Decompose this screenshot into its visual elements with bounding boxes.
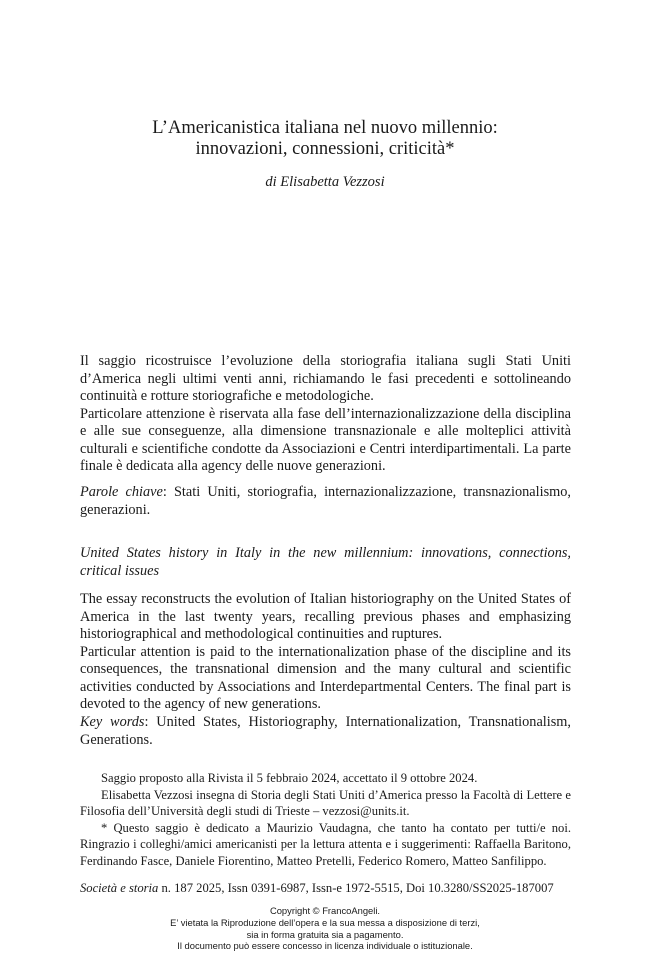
keywords-english: [80, 714, 571, 749]
abstract-it-paragraph-2: Particolare attenzione è riservata alla fase dell’internazionalizzazione della disciplina e alle sue conseguenze, alla dimensione transnazionale e alle molteplici attività culturali e scientifiche condotte da Associazioni e Centri interdipartimentali. La parte finale è dedicata alla agency delle nuove generazioni.: [80, 405, 571, 474]
english-title: United States history in Italy in the new millennium: innovations, connections, critical issues: [80, 545, 571, 579]
keywords-it-label: Parole chiave: [80, 484, 163, 500]
keywords-en-label: Key words: [80, 714, 145, 730]
title-line-2: innovazioni, connessioni, criticità*: [195, 139, 455, 159]
copyright-line-1: Copyright © FrancoAngeli.: [269, 905, 381, 916]
article-title: [0, 118, 650, 160]
citation-details: n. 187 2025, Issn 0391-6987, Issn-e 1972-5515, Doi 10.3280/SS2025-187007: [158, 881, 554, 895]
footnotes: [80, 770, 571, 870]
abstract-english: [80, 591, 571, 714]
keywords-italian: [80, 484, 571, 519]
author-bio-text: Elisabetta Vezzosi insegna di Storia degli Stati Uniti d’America presso la Facoltà di Lettere e Filosofia dell’Università degli studi di Trieste – vezzosi@units.it.: [80, 787, 571, 819]
copyright-line-2: E’ vietata la Riproduzione dell’opera e la sua messa a disposizione di terzi,: [170, 916, 480, 928]
keywords-it-text: : Stati Uniti, storiografia, internazionalizzazione, transnazionalismo, generazioni.: [80, 484, 571, 518]
copyright-line-3: sia in forma gratuita sia a pagamento.: [246, 928, 404, 940]
copyright-notice: [0, 905, 650, 952]
abstract-en-paragraph-2: Particular attention is paid to the internationalization phase of the discipline and its consequences, the transnational dimension and the many cultural and scientific activities conducted by Associations and Interdepartmental Centers. The final part is devoted to the agency of new generations.: [80, 643, 571, 712]
submission-note: Saggio proposto alla Rivista il 5 febbraio 2024, accettato il 9 ottobre 2024.: [101, 771, 478, 785]
title-line-1: L’Americanistica italiana nel nuovo millennio:: [152, 118, 498, 138]
journal-name: Società e storia: [80, 881, 159, 895]
abstract-en-paragraph-1: The essay reconstructs the evolution of Italian historiography on the United States of America in the last twenty years, recalling previous phases and emphasizing historiographical and methodological continuities and ruptures.: [80, 591, 571, 642]
author-byline: di Elisabetta Vezzosi: [265, 174, 385, 190]
author-bio-note: [80, 787, 571, 820]
dedication-note: * Questo saggio è dedicato a Maurizio Vaudagna, che tanto ha contato per tutti/e noi. Ringrazio i colleghi/amici americanisti per la lettura attenta e i suggerimenti: Raffaella Baritono, Ferdinando Fasce, Daniele Fiorentino, Matteo Pretelli, Federico Romero, Matteo Sanfilippo.: [80, 820, 571, 868]
journal-citation: [80, 880, 571, 896]
abstract-it-paragraph-1: Il saggio ricostruisce l’evoluzione della storiografia italiana sugli Stati Uniti d’America negli ultimi venti anni, richiamando le fasi precedenti e sottolineando continuità e rotture storiografiche e metodologiche.: [80, 353, 571, 404]
copyright-line-4: Il documento può essere concesso in licenza individuale o istituzionale.: [177, 940, 473, 952]
abstract-italian: [80, 353, 571, 476]
keywords-en-text: : United States, Historiography, Internationalization, Transnationalism, Generations.: [80, 714, 571, 748]
